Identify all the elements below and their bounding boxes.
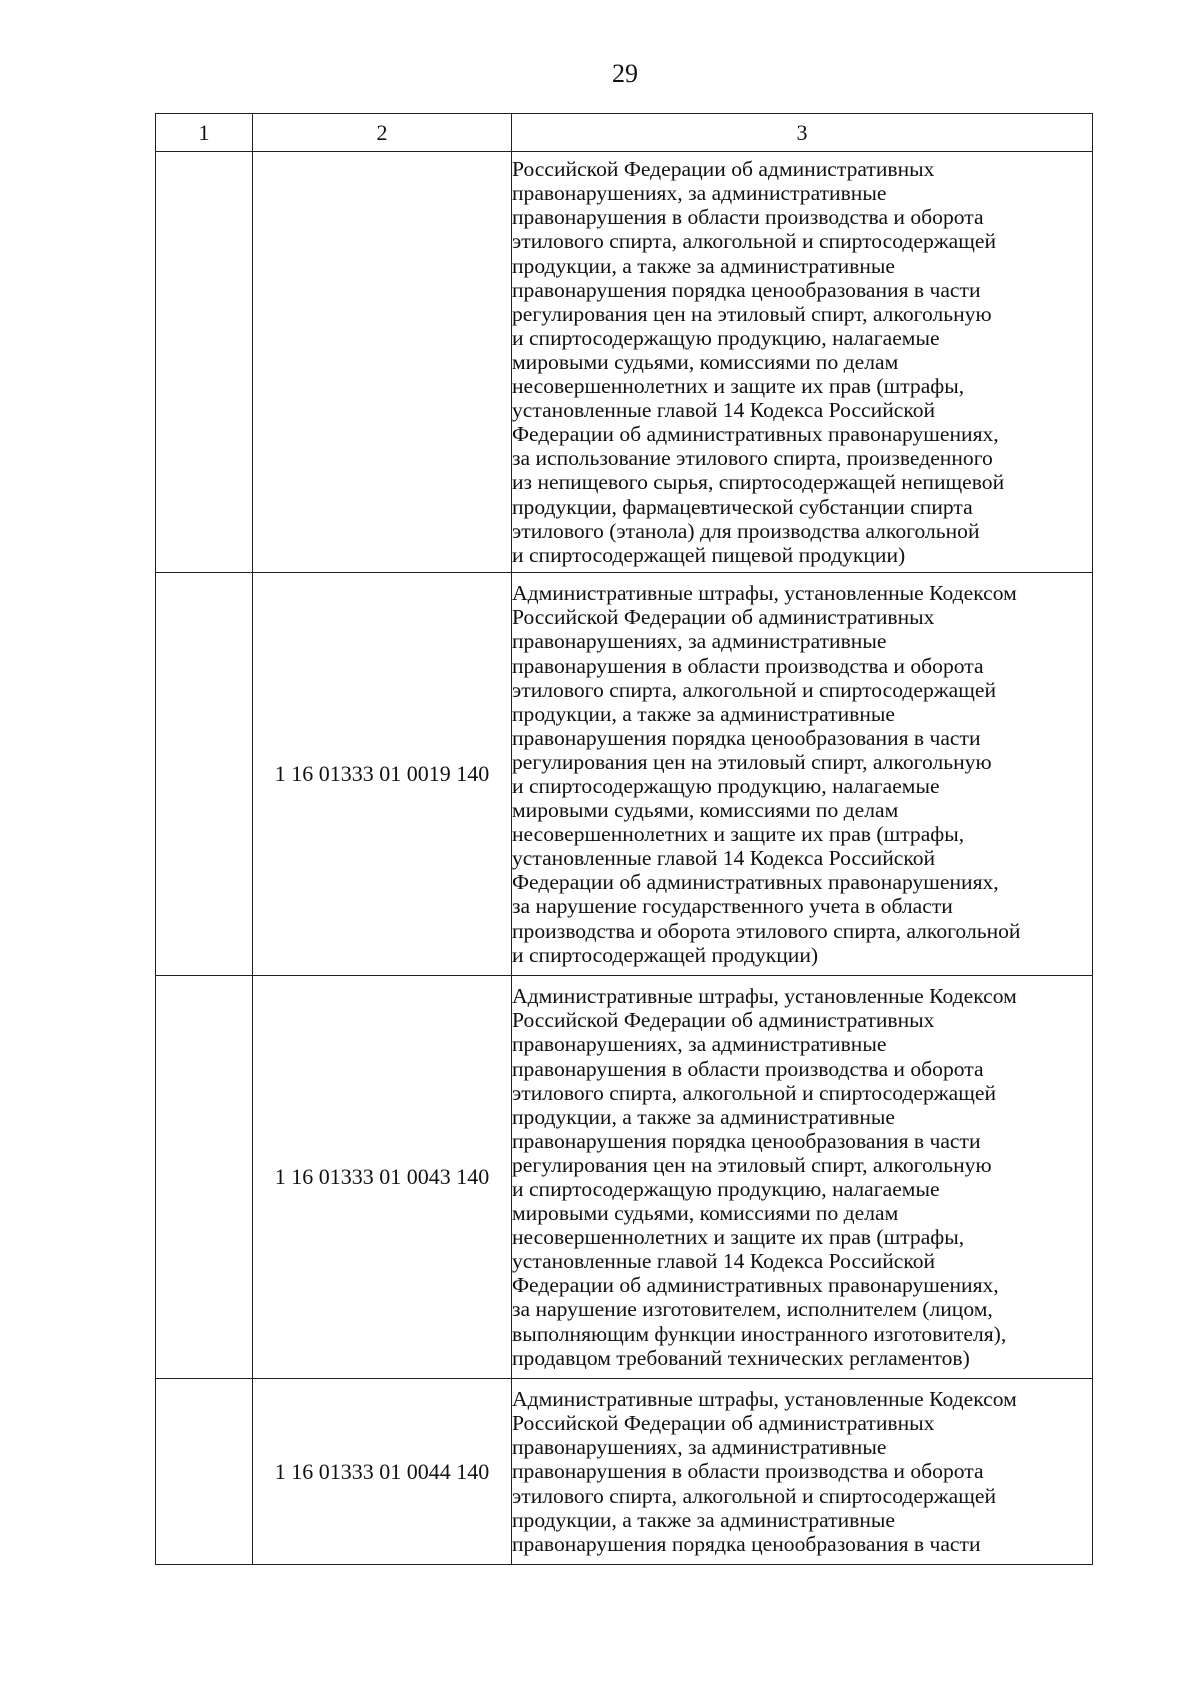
description-line: за нарушение изготовителем, исполнителем (лицом, [512,1297,993,1322]
description-line: Российской Федерации об административных [512,1008,935,1033]
description-line: за нарушение государственного учета в области [512,894,953,919]
description-line: Административные штрафы, установленные Кодексом [512,984,1017,1009]
description-line: правонарушения в области производства и оборота [512,1056,984,1081]
budget-code-cell: 1 16 01333 01 0044 140 [253,1379,512,1565]
description-line: этилового спирта, алкогольной и спиртосодержащей [512,677,997,702]
description-line: мировыми судьями, комиссиями по делам [512,798,899,823]
row-number-cell [156,573,253,976]
budget-code-cell: 1 16 01333 01 0019 140 [253,573,512,976]
description-line: производства и оборота этилового спирта, алкогольной [512,918,1021,943]
description-line: регулирования цен на этиловый спирт, алкогольную [512,1152,992,1177]
description-line: Федерации об административных правонарушениях, [512,1273,999,1298]
description-line: продавцом требований технических регламентов) [512,1345,970,1370]
description-line: Российской Федерации об административных [512,1411,935,1436]
description-cell [512,573,1093,976]
description-line: продукции, фармацевтической субстанции спирта [512,494,973,519]
description-line: этилового спирта, алкогольной и спиртосодержащей [512,1080,997,1105]
description-line: выполняющим функции иностранного изготовителя), [512,1321,1007,1346]
description-line: Административные штрафы, установленные Кодексом [512,1387,1017,1412]
description-line: и спиртосодержащей пищевой продукции) [512,542,906,567]
budget-code-cell: 1 16 01333 01 0043 140 [253,976,512,1379]
column-header-3: 3 [512,114,1093,152]
description-line: Административные штрафы, установленные Кодексом [512,581,1017,606]
description-line: продукции, а также за административные [512,1507,896,1532]
description-line: правонарушения в области производства и оборота [512,1459,984,1484]
description-line: регулирования цен на этиловый спирт, алкогольную [512,301,992,326]
description-line: Федерации об административных правонарушениях, [512,870,999,895]
description-line: мировыми судьями, комиссиями по делам [512,1201,899,1226]
description-line: этилового спирта, алкогольной и спиртосодержащей [512,229,997,254]
description-line: мировыми судьями, комиссиями по делам [512,349,899,374]
table-row [156,1379,1093,1565]
description-line: за использование этилового спирта, произведенного [512,446,993,471]
description-line: правонарушения порядка ценообразования в части [512,725,981,750]
description-line: регулирования цен на этиловый спирт, алкогольную [512,749,992,774]
table-row [156,976,1093,1379]
description-cell [512,976,1093,1379]
description-line: правонарушениях, за административные [512,1435,887,1460]
table-header-row [156,114,1093,152]
description-line: правонарушения порядка ценообразования в части [512,277,981,302]
description-line: из непищевого сырья, спиртосодержащей непищевой [512,470,1005,495]
description-line: несовершеннолетних и защите их прав (штрафы, [512,822,965,847]
description-line: несовершеннолетних и защите их прав (штрафы, [512,374,965,399]
description-line: этилового (этанола) для производства алкогольной [512,518,980,543]
description-line: и спиртосодержащей продукции) [512,942,819,967]
description-line: и спиртосодержащую продукцию, налагаемые [512,774,940,798]
table-row [156,152,1093,573]
description-line: правонарушениях, за административные [512,1032,887,1057]
description-line: правонарушениях, за административные [512,181,887,206]
description-line: продукции, а также за административные [512,253,896,278]
description-line: установленные главой 14 Кодекса Российской [512,846,936,871]
description-line: и спиртосодержащую продукцию, налагаемые [512,325,940,350]
description-line: правонарушения порядка ценообразования в части [512,1531,981,1556]
table-row [156,573,1093,976]
description-line: правонарушения в области производства и оборота [512,653,984,678]
budget-codes-table [155,113,1093,1565]
description-line: Федерации об административных правонарушениях, [512,422,999,447]
description-line: Российской Федерации об административных [512,157,935,182]
budget-code-cell [253,152,512,573]
row-number-cell [156,152,253,573]
description-line: продукции, а также за административные [512,701,896,726]
description-line: установленные главой 14 Кодекса Российской [512,398,936,423]
column-header-1: 1 [156,114,253,152]
description-line: и спиртосодержащую продукцию, налагаемые [512,1177,940,1201]
description-line: Российской Федерации об административных [512,605,935,630]
description-line: несовершеннолетних и защите их прав (штрафы, [512,1225,965,1250]
description-line: правонарушения в области производства и оборота [512,205,984,230]
description-line: правонарушения порядка ценообразования в части [512,1128,981,1153]
column-header-2: 2 [253,114,512,152]
row-number-cell [156,1379,253,1565]
row-number-cell [156,976,253,1379]
description-line: установленные главой 14 Кодекса Российской [512,1249,936,1274]
description-line: продукции, а также за административные [512,1104,896,1129]
description-line: правонарушениях, за административные [512,629,887,654]
description-cell [512,1379,1093,1565]
description-line: этилового спирта, алкогольной и спиртосодержащей [512,1483,997,1508]
page-number: 29 [612,59,638,88]
description-cell [512,152,1093,573]
